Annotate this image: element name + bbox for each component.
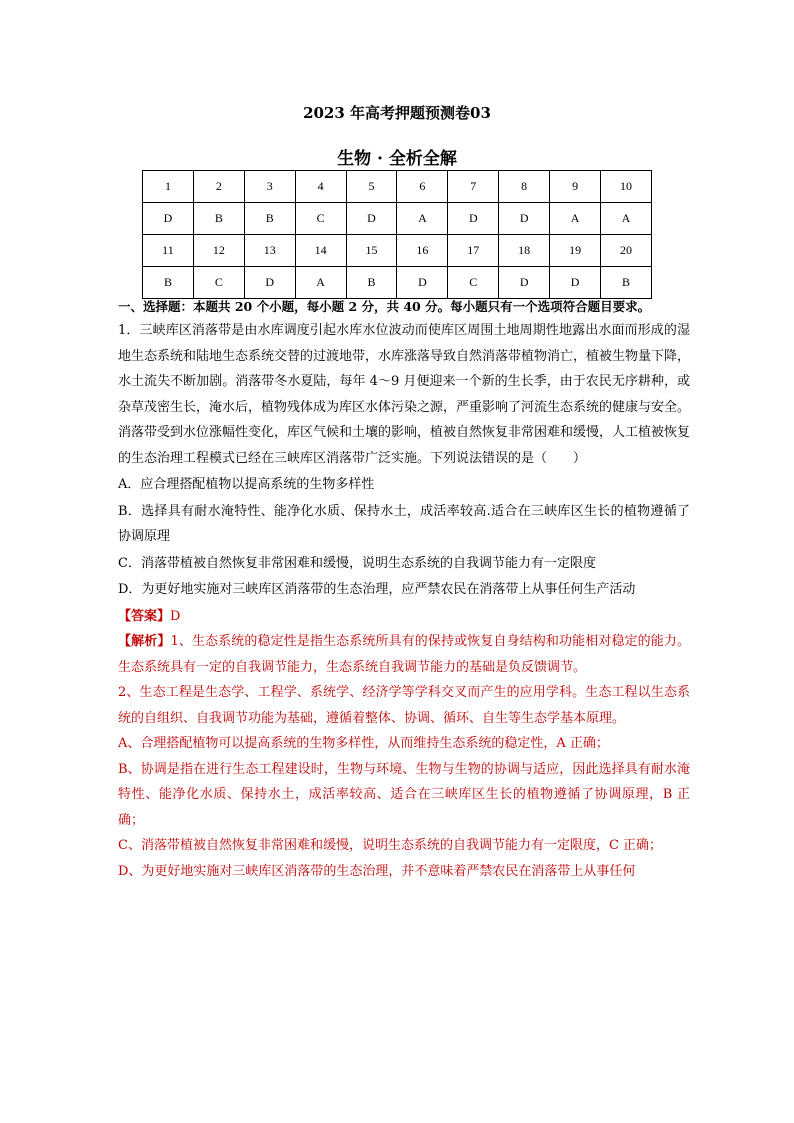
answer-key-letter-row: [143, 203, 652, 235]
answer-letter-cell: D: [499, 203, 550, 235]
question-number-cell: 7: [448, 171, 499, 203]
answer-letter-cell: B: [346, 267, 397, 299]
question-number-cell: 8: [499, 171, 550, 203]
answer-letter-cell: D: [499, 267, 550, 299]
question-1-option-b: B．选择具有耐水淹特性、能净化水质、保持水土，成活率较高.适合在三峡库区生长的植物遵循了协调原理: [118, 503, 690, 544]
content-body: [118, 298, 690, 884]
question-number-cell: 6: [397, 171, 448, 203]
question-number-cell: 4: [295, 171, 346, 203]
question-1-option-c: C．消落带植被自然恢复非常困难和缓慢，说明生态系统的自我调节能力有一定限度: [118, 555, 596, 571]
analysis-paragraph-2: 2、生态工程是生态学、工程学、系统学、经济学等学科交叉而产生的应用学科。生态工程以生态系统的自组织、自我调节功能为基础，遵循着整体、协调、循环、自生等生态学基本原理。: [118, 685, 690, 726]
question-number-cell: 10: [601, 171, 652, 203]
question-number-cell: 17: [448, 235, 499, 267]
analysis-paragraph-4: B、协调是指在进行生态工程建设时，生物与环境、生物与生物的协调与适应，因此选择具有耐水淹特性、能净化水质、保持水土，成活率较高、适合在三峡库区生长的植物遵循了协调原理，B 正确；: [118, 761, 690, 828]
answer-value: D: [170, 608, 181, 624]
question-number-cell: 18: [499, 235, 550, 267]
answer-letter-cell: D: [397, 267, 448, 299]
question-number-cell: 20: [601, 235, 652, 267]
answer-letter-cell: A: [601, 203, 652, 235]
answer-letter-cell: B: [193, 203, 244, 235]
question-number-cell: 13: [244, 235, 295, 267]
answer-letter-cell: D: [244, 267, 295, 299]
answer-letter-cell: D: [143, 203, 194, 235]
question-number-cell: 16: [397, 235, 448, 267]
page-title: 2023 年高考押题预测卷03: [303, 104, 491, 122]
answer-letter-cell: A: [397, 203, 448, 235]
question-number-cell: 3: [244, 171, 295, 203]
question-number-cell: 5: [346, 171, 397, 203]
analysis-paragraph-3: A、合理搭配植物可以提高系统的生物多样性，从而维持生态系统的稳定性，A 正确；: [118, 736, 609, 751]
answer-letter-cell: A: [550, 203, 601, 235]
answer-letter-cell: C: [448, 267, 499, 299]
question-number-cell: 12: [193, 235, 244, 267]
question-number-cell: 14: [295, 235, 346, 267]
question-number-cell: 9: [550, 171, 601, 203]
question-1-stem: 1．三峡库区消落带是由水库调度引起水库水位波动而使库区周围土地周期性地露出水面而形成的湿地生态系统和陆地生态系统交替的过渡地带，水库涨落导致自然消落带植物消亡，植被生物量下降，水土流失不断加剧。消落带冬水夏陆，每年 4～9 月便迎来一个新的生长季，由于农民无序耕种，或杂草茂密生长，淹水后，植物残体成为库区水体污染之源，严重影响了河流生态系统的健康与安全。消落带受到水位涨幅性变化，库区气候和土壤的影响，植被自然恢复非常困难和缓慢，人工植被恢复的生态治理工程模式已经在三峡库区消落带广泛实施。下列说法错误的是（ ）: [118, 323, 691, 466]
answer-letter-cell: B: [601, 267, 652, 299]
analysis-text-1: 1、生态系统的稳定性是指生态系统所具有的保持或恢复自身结构和功能相对稳定的能力。生态系统具有一定的自我调节能力，生态系统自我调节能力的基础是负反馈调节。: [118, 634, 690, 675]
answer-letter-cell: D: [346, 203, 397, 235]
answer-label: 【答案】: [118, 608, 171, 624]
question-1-option-a: A．应合理搭配植物以提高系统的生物多样性: [118, 477, 375, 492]
analysis-label: 【解析】: [118, 634, 171, 649]
answer-letter-cell: A: [295, 267, 346, 299]
answer-key-number-row: [143, 171, 652, 203]
question-number-cell: 2: [193, 171, 244, 203]
answer-letter-cell: D: [550, 267, 601, 299]
question-number-cell: 1: [143, 171, 194, 203]
answer-key-number-row: [143, 235, 652, 267]
page-subtitle: 生物 · 全析全解: [337, 149, 457, 169]
question-1-option-d: D．为更好地实施对三峡库区消落带的生态治理，应严禁农民在消落带上从事任何生产活动: [118, 582, 636, 597]
answer-letter-cell: D: [448, 203, 499, 235]
answer-letter-cell: C: [295, 203, 346, 235]
question-number-cell: 11: [143, 235, 194, 267]
answer-key-table: [142, 170, 652, 299]
question-number-cell: 19: [550, 235, 601, 267]
answer-letter-cell: C: [193, 267, 244, 299]
analysis-paragraph-5: C、消落带植被自然恢复非常困难和缓慢，说明生态系统的自我调节能力有一定限度，C 正确；: [118, 838, 663, 853]
section-heading: 一、选择题：本题共 20 个小题，每小题 2 分，共 40 分。每小题只有一个选项符合题目要求。: [118, 299, 651, 314]
answer-line: [118, 604, 690, 630]
analysis-paragraph-6: D、为更好地实施对三峡库区消落带的生态治理，并不意味着严禁农民在消落带上从事任何: [118, 863, 636, 879]
answer-letter-cell: B: [143, 267, 194, 299]
answer-key-letter-row: [143, 267, 652, 299]
question-number-cell: 15: [346, 235, 397, 267]
analysis-paragraph-1: [118, 629, 690, 680]
answer-letter-cell: B: [244, 203, 295, 235]
